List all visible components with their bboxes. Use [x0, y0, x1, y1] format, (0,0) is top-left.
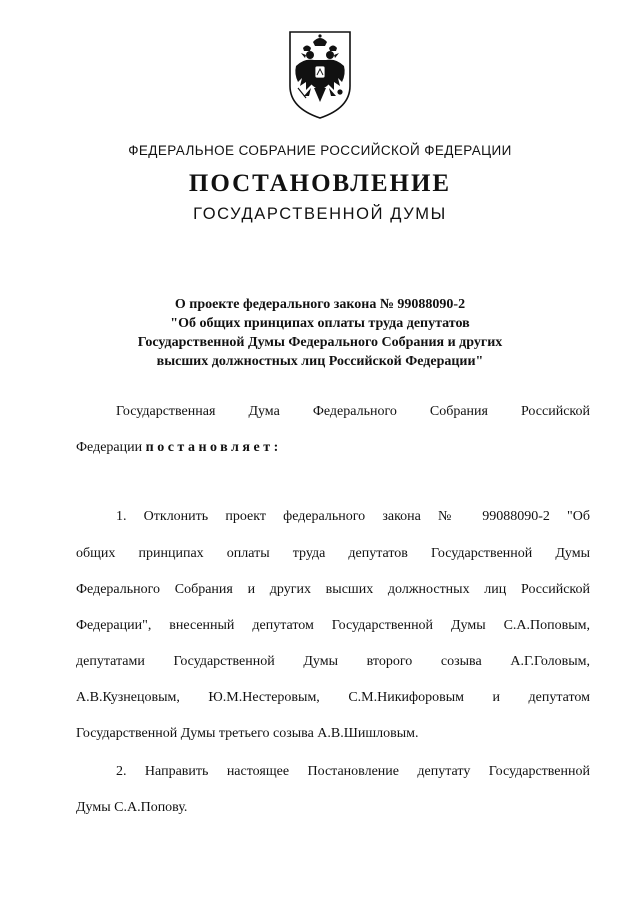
preamble-text: Федерации [76, 440, 143, 455]
document-issuer: ГОСУДАРСТВЕННОЙ ДУМЫ [193, 205, 447, 223]
item2-line: 2. Направить настоящее Постановление депутату Государственной [116, 764, 590, 779]
decides-word: постановляет: [145, 440, 282, 455]
preamble-line: Государственная Дума Федерального Собрания Российской [116, 404, 590, 419]
item1-line: Федерального Собрания и других высших должностных лиц Российской [76, 582, 590, 597]
document-subject [0, 295, 640, 371]
item1-line: Федерации", внесенный депутатом Государственной Думы С.А.Поповым, [76, 618, 590, 633]
subject-line: высших должностных лиц Российской Федерации" [156, 354, 484, 369]
item1-line: депутатами Государственной Думы второго созыва А.Г.Головым, [76, 654, 590, 669]
russian-coat-of-arms-icon [284, 28, 356, 120]
item1-line: 1. Отклонить проект федерального закона № 99088090-2 "Об [116, 509, 590, 524]
item1-line: Государственной Думы третьего созыва А.В.Шишловым. [76, 726, 419, 741]
subject-line: "Об общих принципах оплаты труда депутатов [170, 316, 470, 331]
document-type: ПОСТАНОВЛЕНИЕ [188, 170, 452, 197]
item2-line: Думы С.А.Попову. [76, 800, 188, 815]
item1-line: А.В.Кузнецовым, Ю.М.Нестеровым, С.М.Никифоровым и депутатом [76, 690, 590, 705]
organization-name: ФЕДЕРАЛЬНОЕ СОБРАНИЕ РОССИЙСКОЙ ФЕДЕРАЦИИ [128, 143, 512, 158]
preamble-line [76, 440, 590, 456]
subject-line: О проекте федерального закона № 99088090-2 [174, 297, 466, 312]
subject-line: Государственной Думы Федерального Собрания и других [137, 335, 503, 350]
item1-line: общих принципах оплаты труда депутатов Государственной Думы [76, 546, 590, 561]
